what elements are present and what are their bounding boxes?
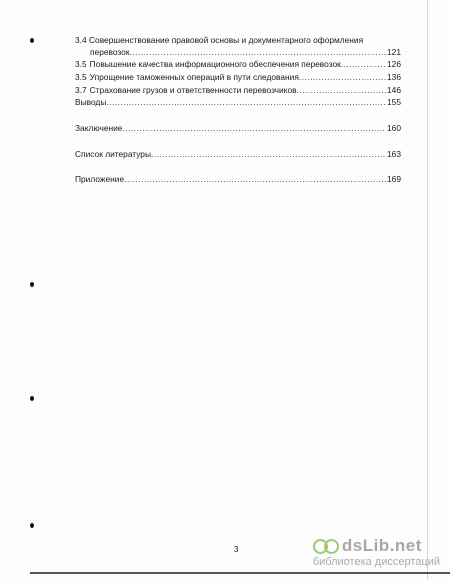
toc-entry-3-4[interactable] — [90, 47, 401, 58]
watermark-logo — [313, 536, 440, 556]
leader-dots — [130, 47, 387, 58]
punch-hole-mark — [30, 523, 34, 528]
toc-page-number: 160 — [387, 123, 401, 133]
watermark-brand: dsLib.net — [341, 536, 422, 555]
page-number: 3 — [234, 545, 239, 554]
leader-dots — [124, 174, 386, 185]
toc-title: Заключение — [75, 123, 123, 133]
toc-title: Список литературы — [75, 149, 151, 159]
toc-entry-bibliography[interactable] — [75, 149, 401, 160]
toc-entry-conclusions[interactable] — [75, 97, 401, 108]
leader-dots — [106, 97, 386, 108]
toc-entry-3-4-heading — [75, 35, 363, 46]
watermark-subtitle: библиотека диссертаций — [312, 556, 440, 568]
toc-title: Страхование грузов и ответственности перевозчиков — [89, 85, 297, 95]
toc-title-continuation: перевозок — [90, 47, 130, 57]
leader-dots — [341, 59, 386, 70]
rings-icon — [313, 538, 339, 554]
punch-hole-mark — [30, 282, 34, 287]
toc-page-number: 146 — [387, 85, 401, 95]
punch-hole-mark — [30, 38, 34, 43]
toc-entry-3-7[interactable] — [75, 85, 401, 96]
toc-page-number: 121 — [387, 47, 401, 57]
toc-title: Повышение качества информационного обеспечения перевозок — [89, 59, 341, 69]
leader-dots — [122, 123, 386, 134]
toc-page-number: 126 — [387, 59, 401, 69]
leader-dots — [151, 149, 386, 160]
toc-page-number: 155 — [387, 97, 401, 107]
scan-edge-bottom — [30, 572, 450, 574]
leader-dots — [297, 85, 386, 96]
toc-number: 3.7 — [75, 85, 87, 95]
toc-entry-appendix[interactable] — [75, 174, 401, 185]
toc-page-number: 163 — [387, 149, 401, 159]
toc-number: 3.4 — [75, 35, 87, 45]
toc-number: 3.5 — [75, 72, 87, 82]
toc-number: 3.5 — [75, 59, 87, 69]
toc-page-number: 169 — [387, 174, 401, 184]
scan-edge — [427, 0, 428, 580]
watermark[interactable] — [313, 536, 440, 568]
toc-entry-3-5-customs[interactable] — [75, 72, 401, 83]
toc-title: Выводы — [75, 97, 107, 107]
toc-title: Приложение — [75, 174, 125, 184]
punch-hole-mark — [30, 396, 34, 401]
leader-dots — [299, 72, 386, 83]
toc-entry-conclusion[interactable] — [75, 123, 401, 134]
toc-entry-3-5-info[interactable] — [75, 59, 401, 70]
toc-title: Упрощение таможенных операций в пути следования — [89, 72, 299, 82]
toc-page-number: 136 — [387, 72, 401, 82]
toc-title: Совершенствование правовой основы и документарного оформления — [88, 35, 364, 45]
